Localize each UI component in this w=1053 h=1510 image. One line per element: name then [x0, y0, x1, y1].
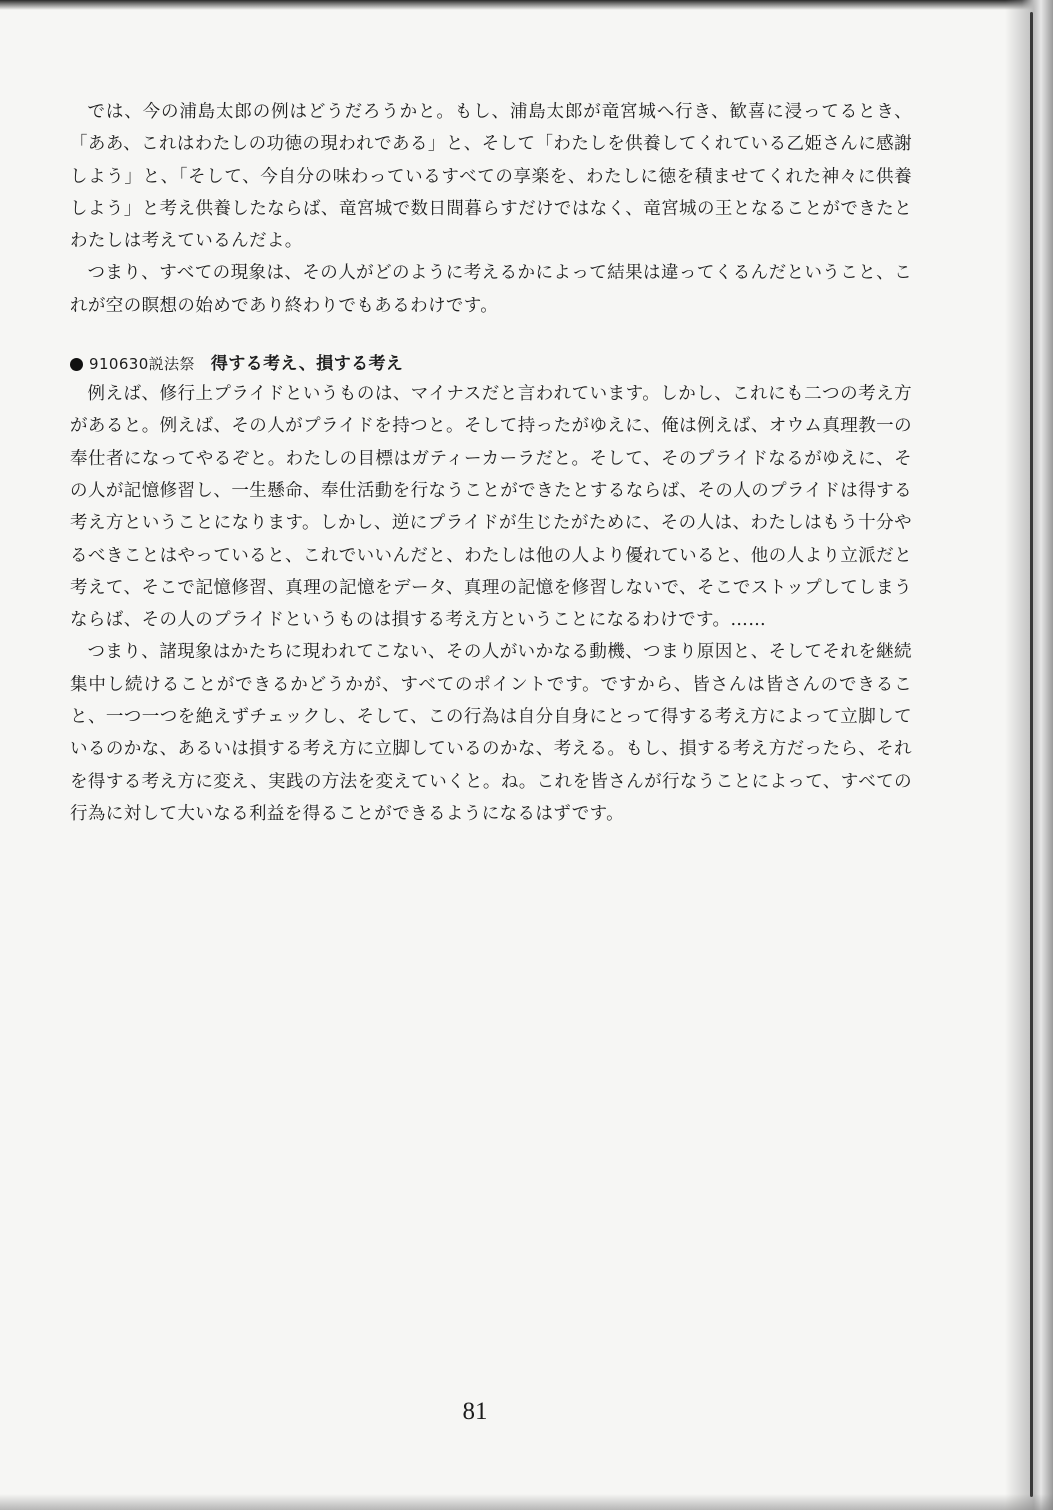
paragraph-conclusion: つまり、諸現象はかたちに現われてこない、その人がいかなる動機、つまり原因と、そしてそれを継続集中し続けることができるかどうかが、すべてのポイントです。ですから、皆さんは皆さんのできること、一つ一つを絶えずチェックし、そして、この行為は自分自身にとって得する考え方によって立脚しているのかな、あるいは損する考え方に立脚しているのかな、考える。もし、損する考え方だったら、それを得する考え方に変え、実践の方法を変えていくと。ね。これを皆さんが行なうことによって、すべての行為に対して大いなる利益を得ることができるようになるはずです。: [70, 642, 912, 824]
paragraph-pride-example: 例えば、修行上プライドというものは、マイナスだと言われています。しかし、これにも二つの考え方があると。例えば、その人がプライドを持つと。そして持ったがゆえに、俺は例えば、オウム真理教一の奉仕者になってやるぞと。わたしの目標はガティーカーラだと。そして、そのプライドなるがゆえに、その人が記憶修習し、一生懸命、奉仕活動を行なうことができたとするならば、その人のプライドは得する考え方ということになります。しかし、逆にプライドが生じたがために、その人は、わたしはもう十分やるべきことはやっていると、これでいいんだと、わたしは他の人より優れていると、他の人より立派だと考えて、そこで記憶修習、真理の記憶をデータ、真理の記憶を修習しないで、そこでストップしてしまうならば、その人のプライドというものは損する考え方ということになるわけです。……: [70, 384, 912, 631]
heading-title: 得する考え、損する考え: [210, 354, 404, 375]
paragraph-urashima-example: では、今の浦島太郎の例はどうだろうかと。もし、浦島太郎が竜宮城へ行き、歓喜に浸ってるとき、「ああ、これはわたしの功徳の現われである」と、そして「わたしを供養してくれている乙姫さんに感謝しよう」と、「そして、今自分の味わっているすべての享楽を、わたしに徳を積ませてくれた神々に供養しよう」と考え供養したならば、竜宮城で数日間暮らすだけではなく、竜宮城の王となることができたとわたしは考えているんだよ。: [70, 102, 912, 252]
page-body: [70, 96, 912, 830]
scan-top-shadow: [0, 0, 1053, 10]
scan-bottom-shadow: [0, 1494, 1053, 1510]
paragraph-phenomena-summary: つまり、すべての現象は、その人がどのように考えるかによって結果は違ってくるんだということ、これが空の瞑想の始めであり終わりでもあるわけです。: [70, 263, 912, 316]
section-heading: [70, 350, 912, 378]
page-edge-line: [1030, 12, 1033, 1497]
page-number: 81: [462, 1398, 488, 1425]
heading-sermon-code: 910630説法祭: [89, 355, 195, 374]
page-binding-edge: [1005, 0, 1053, 1510]
bullet-icon: [70, 358, 83, 371]
